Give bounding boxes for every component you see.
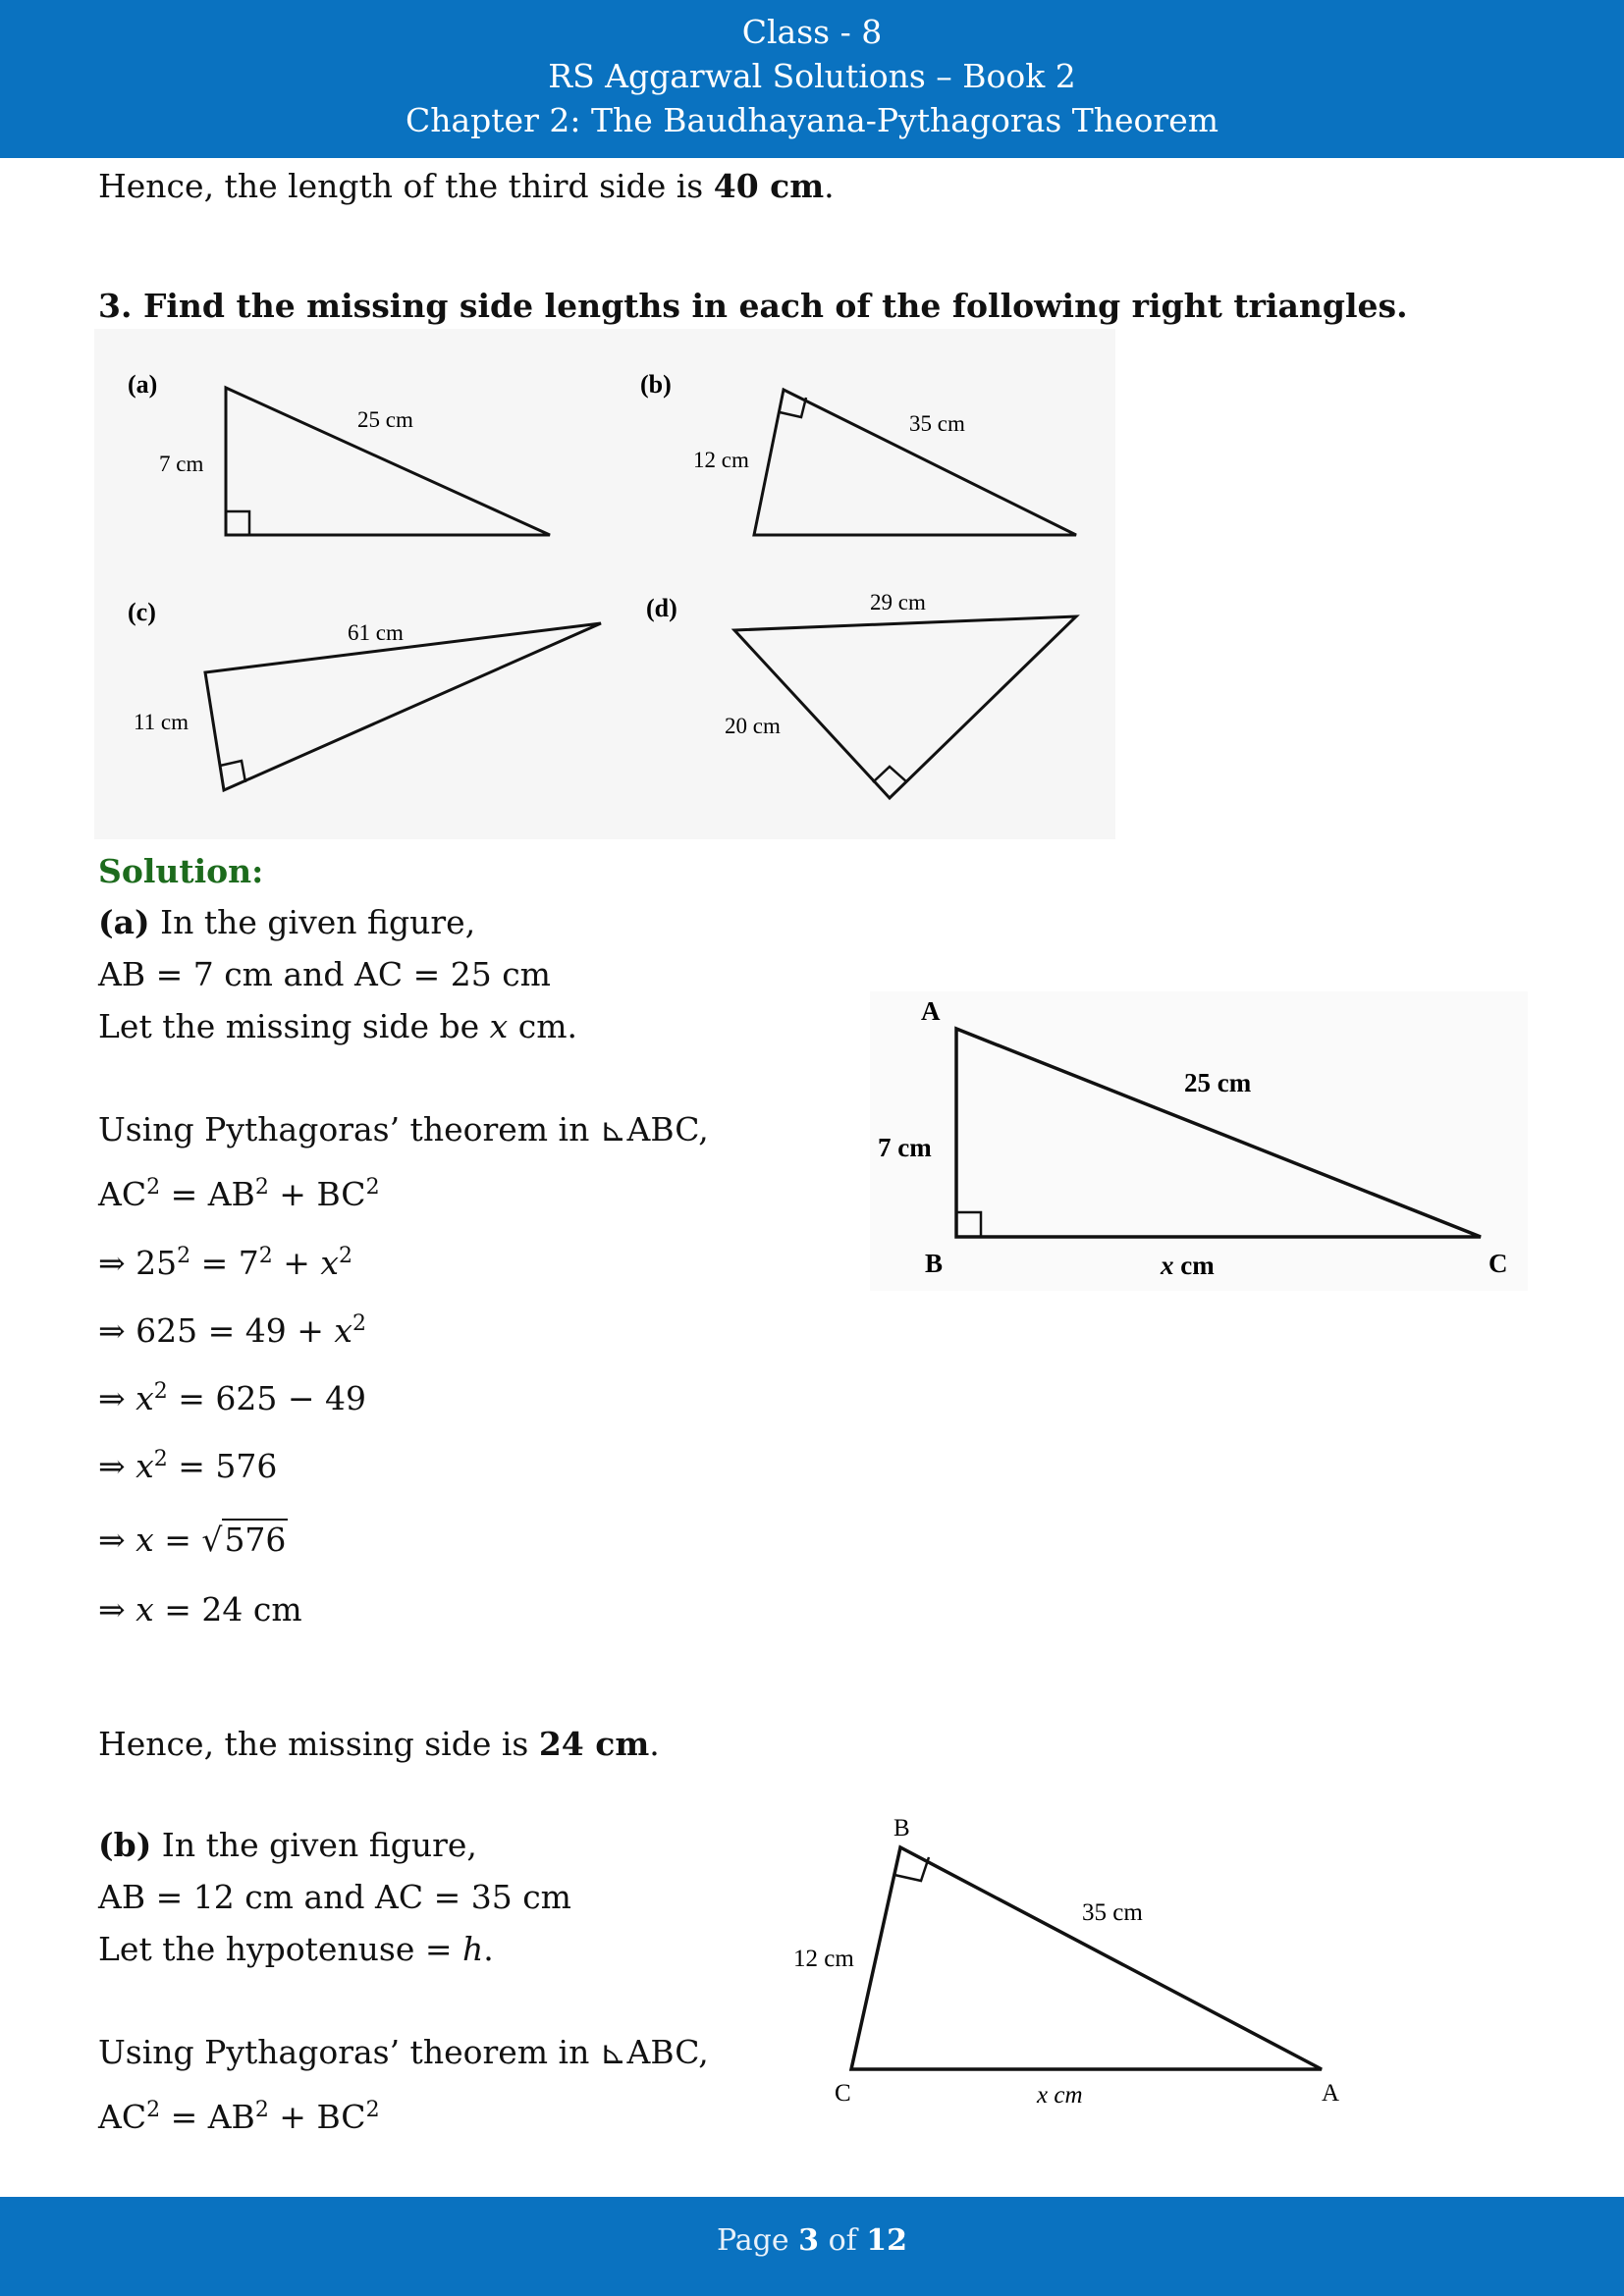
part-a-step-1: $AC^2 = AB^2 + BC^2$: [98, 1175, 380, 1213]
part-b-let-var: h: [462, 1930, 484, 1968]
part-b-let-suffix: .: [483, 1930, 494, 1968]
part-a-intro-text: In the given figure,: [149, 903, 476, 941]
part-a-result: [98, 1725, 660, 1763]
intro-suffix: .: [824, 167, 835, 205]
fig-c-side2: 61 cm: [348, 620, 404, 645]
fig-a-tag: (a): [128, 370, 158, 399]
fig-a-side2: 25 cm: [357, 407, 413, 432]
intro-prefix: Hence, the length of the third side is: [98, 167, 714, 205]
part-b-step-1: $AC^2 = AB^2 + BC^2$: [98, 2098, 380, 2136]
page-footer: [0, 2197, 1624, 2296]
part-a-using: Using Pythagoras’ theorem in ⊾ABC,: [98, 1110, 709, 1148]
part-a-diagram: [870, 991, 1528, 1291]
page-header: [0, 0, 1624, 158]
part-b-vertex-c: C: [835, 2080, 851, 2107]
fig-a-side1: 7 cm: [159, 452, 204, 476]
question-3: 3. Find the missing side lengths in each of the following right triangles.: [98, 287, 1408, 325]
part-a-step-7: ⇒ x = 24 cm: [98, 1590, 302, 1629]
question-figure: [94, 329, 1115, 839]
footer-of: of: [819, 2223, 867, 2258]
part-a-result-suffix: .: [649, 1725, 660, 1763]
part-a-let: [98, 1007, 577, 1045]
part-b-let: [98, 1930, 494, 1968]
fig-c-tag: (c): [128, 598, 156, 626]
part-a-step-3: ⇒ $625 = 49 + x^2$: [98, 1311, 367, 1350]
part-a-let-suffix: cm.: [508, 1007, 578, 1045]
intro-line: [98, 167, 835, 205]
part-a-side-ab: 7 cm: [878, 1133, 932, 1162]
fig-d-tag: (d): [646, 594, 677, 622]
part-b-side-ab: 12 cm: [793, 1946, 854, 1972]
part-a-side-bc: x cm: [1161, 1251, 1215, 1280]
fig-c-side1: 11 cm: [134, 710, 189, 734]
part-a-let-var: x: [489, 1007, 509, 1045]
part-b-diagram: [776, 1806, 1355, 2120]
part-a-vertex-b: B: [925, 1249, 944, 1278]
footer-page-total: 12: [866, 2223, 908, 2258]
fig-b-side2: 35 cm: [909, 411, 965, 436]
footer-prefix: Page: [716, 2223, 799, 2258]
part-a-tag: (a): [98, 903, 150, 941]
header-class: Class - 8: [741, 13, 883, 51]
part-a-let-prefix: Let the missing side be: [98, 1007, 490, 1045]
header-chapter: Chapter 2: The Baudhayana-Pythagoras Theorem: [405, 101, 1219, 139]
part-b-using: Using Pythagoras’ theorem in ⊾ABC,: [98, 2033, 709, 2071]
header-book: RS Aggarwal Solutions – Book 2: [548, 57, 1076, 95]
footer-page-number: 3: [798, 2223, 820, 2258]
part-a-step-6: ⇒ x = √576: [98, 1521, 287, 1559]
part-b-tag: (b): [98, 1826, 152, 1864]
fig-d-side1: 20 cm: [725, 714, 781, 738]
part-b-vertex-b: B: [893, 1815, 910, 1842]
part-a-result-prefix: Hence, the missing side is: [98, 1725, 539, 1763]
part-a-vertex-c: C: [1489, 1249, 1508, 1278]
intro-value: 40 cm: [713, 167, 825, 205]
part-b-side-ac: 35 cm: [1082, 1899, 1143, 1926]
part-a-vertex-a: A: [921, 996, 941, 1026]
part-a-step-2: ⇒ $25^2 = 7^2 + x^2$: [98, 1244, 353, 1282]
part-b-given: AB = 12 cm and AC = 35 cm: [98, 1878, 571, 1916]
part-a-given: AB = 7 cm and AC = 25 cm: [98, 955, 551, 993]
part-b-intro: [98, 1826, 477, 1864]
part-b-side-bc: x cm: [1037, 2082, 1083, 2109]
part-b-vertex-a: A: [1322, 2080, 1340, 2107]
fig-b-side1: 12 cm: [693, 448, 749, 472]
part-a-intro: [98, 903, 475, 941]
part-b-intro-text: In the given figure,: [151, 1826, 477, 1864]
part-b-let-prefix: Let the hypotenuse =: [98, 1930, 463, 1968]
part-a-side-ac: 25 cm: [1184, 1068, 1252, 1097]
part-a-step-5: ⇒ $x^2 = 576$: [98, 1447, 278, 1485]
part-a-result-value: 24 cm: [538, 1725, 650, 1763]
fig-d-side2: 29 cm: [870, 590, 926, 614]
solution-label: Solution:: [98, 852, 264, 890]
fig-b-tag: (b): [640, 370, 672, 399]
part-a-step-4: ⇒ $x^2 = 625 - 49$: [98, 1379, 367, 1417]
